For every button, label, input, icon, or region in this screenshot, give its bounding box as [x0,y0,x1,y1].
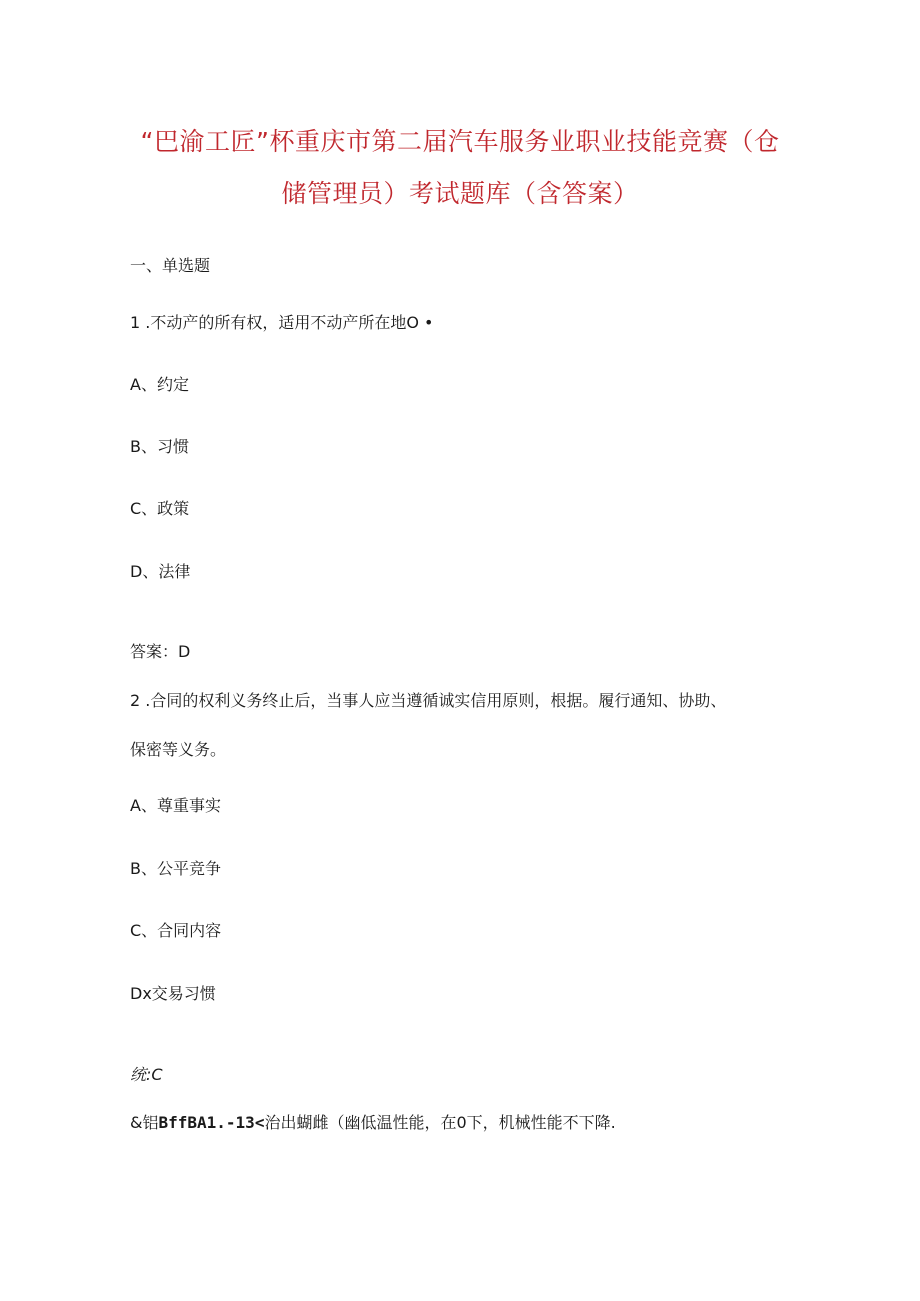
q3-code: BffBA1.-13< [158,1113,265,1132]
q3-rest: 治出蝴雌（幽低温性能，在0下，机械性能不下降. [264,1113,616,1132]
q3-prefix: &铝 [130,1113,159,1132]
title-line-2: 储管理员）考试题库（含答案） [281,179,639,208]
section-heading: 一、单选题 [130,256,211,275]
title-line-1: “巴渝工匠”杯重庆市第二届汽车服务业职业技能竞赛（仓 [140,127,780,156]
q1-answer: 答案：D [130,642,191,661]
q2-option-d: Dx交易习惯 [130,984,216,1003]
q1-option-b: B、习惯 [130,437,189,456]
q2-answer: 统:C [130,1065,163,1084]
document-title [120,116,800,220]
question-2-text-line-1: 2 .合同的权利义务终止后，当事人应当遵循诚实信用原则，根据。履行通知、协助、 [130,691,727,710]
q2-option-c: C、合同内容 [130,921,222,940]
question-2-text-line-2: 保密等义务。 [130,740,227,759]
q2-option-b: B、公平竞争 [130,859,221,878]
q2-option-a: A、尊重事实 [130,796,221,815]
question-1-text: 1 .不动产的所有权，适用不动产所在地O • [130,313,434,332]
q1-option-c: C、政策 [130,499,190,518]
question-3-text [130,1112,616,1134]
q1-option-a: A、约定 [130,375,189,394]
q1-option-d: D、法律 [130,562,191,581]
